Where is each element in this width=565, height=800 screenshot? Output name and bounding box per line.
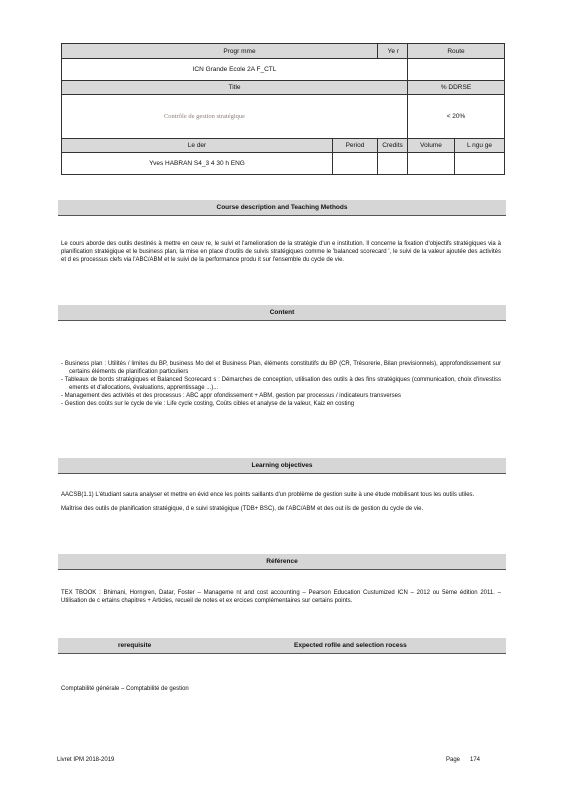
- ddrse-value: < 20%: [408, 95, 505, 139]
- program-label: Progr mme: [62, 44, 378, 59]
- prerequisite-title: rerequisite: [118, 642, 152, 649]
- course-header-table: [61, 43, 505, 175]
- year-label: Ye r: [378, 44, 408, 59]
- footer-page-label: Page: [446, 757, 461, 763]
- expected-profile-title: Expected rofile and selection rocess: [294, 642, 407, 649]
- footer-page-number: 174: [470, 757, 481, 763]
- title-label: Title: [62, 81, 408, 95]
- content-item: - Business plan : Utilités / limites du BP, business Mo del et Business Plan, éléments constitutifs du BP (CR, Trésorerie, Bilan previsionnels), approfondissement sur certains éléments de planification particuliers: [61, 361, 501, 375]
- learning-objectives-heading: Learning objectives: [58, 458, 506, 474]
- leader-value: Yves HABRAN S4_3 4 30 h ENG: [62, 153, 333, 175]
- objective-paragraph: Maîtrise des outils de planification stratégique, d e suivi stratégique (TDB+ BSC), de l'ABC/ABM et des out ils de gestion du cycle de vie.: [61, 506, 424, 512]
- leader-label: Le der: [62, 139, 333, 153]
- ddrse-label: % DDRSE: [408, 81, 505, 95]
- credits-label: Credits: [378, 139, 408, 153]
- period-label: Period: [333, 139, 378, 153]
- course-description-text: Le cours aborde des outils destinés à mettre en ceuv re, le suivi et l'amelioration de la stratégie d'un e institution. Il concerne la fixation d'objectifs stratégiques via à planification stratégique et le business plan, la mise en place d'outils de suivis stratégiques comme le 'balanced scorecard ', le suivi de la valeur ajoutée des activités et d es processus clefs via l'ABC/ABM et le suivi de la performance produ it sur l'ensemble du cycle de vie.: [61, 241, 501, 263]
- content-item: - Gestion des coûts sur le cycle de vie : Life cycle costing, Coûts cibles et analyse de la valeur, Kaiz en costing: [61, 401, 355, 407]
- program-value: ICN Grande Ecole 2A F_CTL: [62, 59, 408, 81]
- language-label: L ngu ge: [455, 139, 505, 153]
- prerequisite-heading: [58, 638, 506, 654]
- footer-left: Livret IPM 2018-2019: [57, 757, 115, 763]
- learning-objectives-text: [61, 491, 501, 519]
- content-list: [61, 360, 501, 408]
- course-title: Contrôle de gestion stratégique: [62, 95, 408, 139]
- reference-heading: Référence: [58, 554, 506, 570]
- route-label: Route: [408, 44, 505, 59]
- content-item: - Management des activités et des processus : ABC appr ofondissement + ABM, gestion par processus / indicateurs transverses: [61, 393, 402, 399]
- content-item: - Tableaux de bords stratégiques et Balanced Scorecard s : Démarches de conception, utilisation des outils à des fins stratégiques (communication, choix d'investiss ements et d'allocations, évaluations, apprentissage ...)...: [61, 377, 501, 391]
- content-heading: Content: [58, 305, 506, 321]
- course-description-heading: Course description and Teaching Methods: [58, 200, 506, 216]
- volume-label: Volume: [408, 139, 455, 153]
- reference-text: TEX TBOOK : Bhimani, Horngren, Datar, Foster – Manageme nt and cost accounting – Pearson Education Custumized ICN – 2012 ou 5ème édition 2011. – Utilisation de c ertains chapitres + Articles, recueil de notes et ex ercices complémentaires sur certains points.: [61, 590, 501, 604]
- objective-paragraph: AACSB(1.1) L'étudiant saura analyser et mettre en évid ence les points saillants d'un problème de gestion suite à une étude mobilisant tous les outils utiles.: [61, 492, 475, 498]
- prerequisite-text: Comptabilité générale – Comptabilité de gestion: [61, 686, 189, 692]
